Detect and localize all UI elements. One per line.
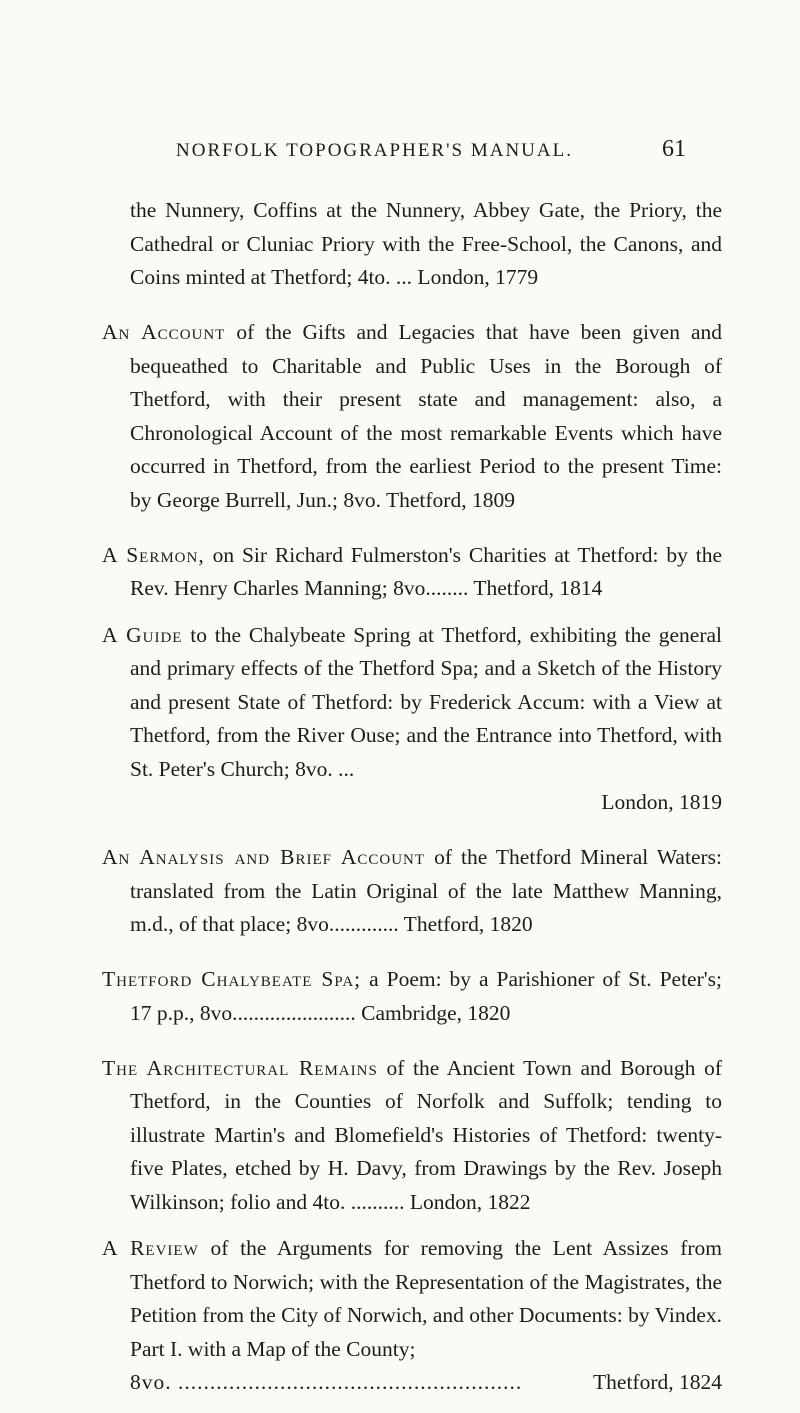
- entry-lead: An Account: [102, 320, 226, 344]
- entry-lead: Thetford Chalybeate Spa;: [102, 967, 362, 991]
- entry-lead: A Guide: [102, 622, 183, 647]
- entry-text: the Nunnery, Coffins at the Nunnery, Abbey Gate, the Priory, the Cathedral or Cluniac Priory with the Free-School, the Canons, and Coins minted at Thetford; 4to. ... London, 1779: [130, 198, 722, 289]
- entry-text: to the Chalybeate Spring at Thetford, exhibiting the general and primary effects of the Thetford Spa; and a Sketch of the History and present State of Thetford: by Frederick Accum: with a View at Thetford, from the River Ouse; and the Entrance into Thetford, with St. Peter's Church; 8vo. ...: [130, 622, 722, 781]
- entry-last-line: [130, 1366, 722, 1400]
- entry-lead: A Review: [102, 1236, 199, 1260]
- bibliography-entries: [102, 194, 722, 1413]
- page-number: 61: [662, 136, 686, 162]
- page-header: [176, 136, 686, 174]
- bibliography-entry: [102, 539, 722, 606]
- bibliography-entry: [102, 1052, 722, 1220]
- entry-lead: An Analysis and Brief Account: [102, 845, 426, 869]
- entry-text: of the Ancient Town and Borough of Thetford, in the Counties of Norfolk and Suffolk; tending to illustrate Martin's and Blomefield's Histories of Thetford: twenty-five Plates, etched by H. Davy, from Drawings by the Rev. Joseph Wilkinson; folio and 4to. .......... London, 1822: [130, 1055, 722, 1214]
- entry-text: of the Arguments for removing the Lent Assizes from Thetford to Norwich; with the Representation of the Magistrates, the Petition from the City of Norwich, and other Documents: by Vindex. Part I. with a Map of the County;: [130, 1236, 722, 1361]
- bibliography-entry: [102, 619, 722, 820]
- entry-imprint: Thetford, 1824: [593, 1370, 722, 1394]
- entry-text: a Poem: by a Parishioner of St. Peter's; 17 p.p., 8vo....................... Cambridge, 1820: [130, 967, 722, 1025]
- entry-lead: The Architectural Remains: [102, 1055, 378, 1080]
- entry-text: of the Gifts and Legacies that have been given and bequeathed to Charitable and Public Uses in the Borough of Thetford, with their present state and management: also, a Chronological Account of the most remarkable Events which have occurred in Thetford, from the earliest Period to the present Time: by George Burrell, Jun.; 8vo. Thetford, 1809: [130, 320, 722, 512]
- bibliography-entry: [102, 841, 722, 942]
- entry-lead: A Sermon,: [102, 542, 205, 567]
- bibliography-entry: [102, 316, 722, 517]
- bibliography-entry: [102, 194, 722, 295]
- bibliography-entry: [102, 963, 722, 1030]
- entry-imprint: London, 1819: [601, 790, 722, 814]
- entry-text: of the Thetford Mineral Waters: translated from the Latin Original of the late Matthew Manning, m.d., of that place; 8vo............. Thetford, 1820: [130, 845, 722, 936]
- dot-leader: 8vo. ......................................................: [130, 1370, 523, 1394]
- entry-text: on Sir Richard Fulmerston's Charities at Thetford: by the Rev. Henry Charles Manning; 8vo........ Thetford, 1814: [130, 542, 723, 600]
- running-head: NORFOLK TOPOGRAPHER'S MANUAL.: [176, 140, 573, 161]
- bibliography-entry: [102, 1232, 722, 1400]
